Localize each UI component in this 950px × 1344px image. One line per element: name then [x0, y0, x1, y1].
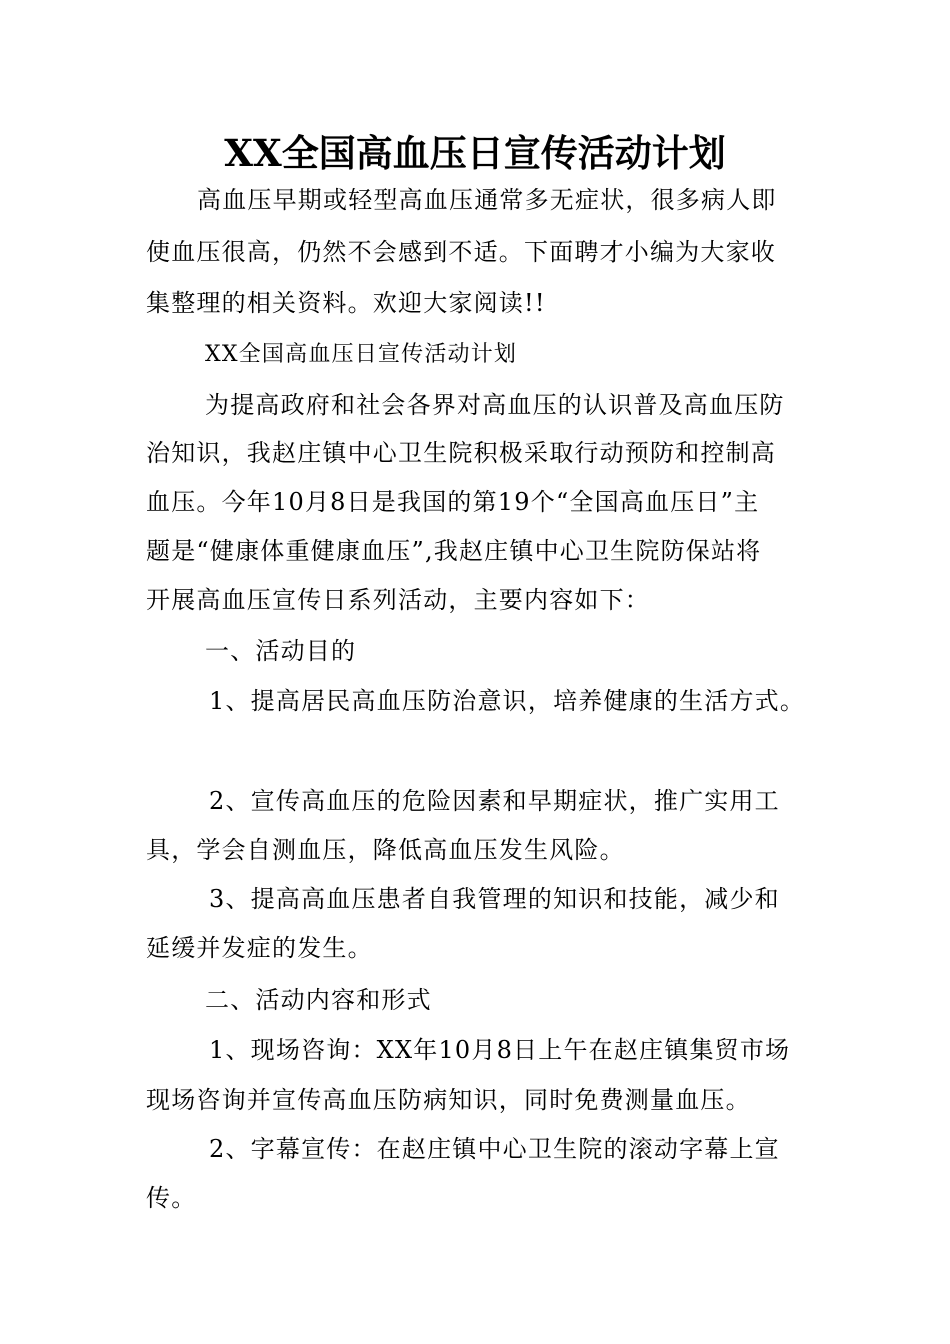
document-title: XX全国高血压日宣传活动计划 [224, 131, 726, 175]
paragraph-line: 使血压很高，仍然不会感到不适。下面聘才小编为大家收 [146, 238, 776, 266]
paragraph-line: 现场咨询并宣传高血压防病知识，同时免费测量血压。 [146, 1086, 751, 1114]
paragraph-line: 开展高血压宣传日系列活动，主要内容如下： [146, 586, 650, 614]
paragraph-line: 血压。今年10月8日是我国的第19个“全国高血压日”主 [146, 488, 760, 516]
paragraph-line: 具，学会自测血压，降低高血压发生风险。 [146, 836, 625, 864]
paragraph-line: 集整理的相关资料。欢迎大家阅读!! [146, 289, 546, 317]
paragraph-line: 高血压早期或轻型高血压通常多无症状，很多病人即 [197, 186, 777, 214]
section-heading: 一、活动目的 [205, 637, 357, 665]
paragraph-line: 治知识，我赵庄镇中心卫生院积极采取行动预防和控制高 [146, 439, 776, 467]
paragraph-line: 1、提高居民高血压防治意识，培养健康的生活方式。 [209, 687, 806, 715]
paragraph-line: 2、宣传高血压的危险因素和早期症状，推广实用工 [209, 787, 780, 815]
paragraph-line: 传。 [146, 1184, 197, 1212]
paragraph-line: 1、现场咨询：XX年10月8日上午在赵庄镇集贸市场 [209, 1036, 791, 1064]
paragraph-line: 3、提高高血压患者自我管理的知识和技能，减少和 [209, 885, 780, 913]
section-heading: 二、活动内容和形式 [205, 986, 432, 1014]
paragraph-line: 延缓并发症的发生。 [146, 934, 373, 962]
paragraph-line: XX全国高血压日宣传活动计划 [205, 342, 518, 367]
paragraph-line: 题是“健康体重健康血压”,我赵庄镇中心卫生院防保站将 [146, 537, 762, 565]
paragraph-line: 为提高政府和社会各界对高血压的认识普及高血压防 [205, 391, 785, 419]
paragraph-line: 2、字幕宣传：在赵庄镇中心卫生院的滚动字幕上宣 [209, 1135, 780, 1163]
